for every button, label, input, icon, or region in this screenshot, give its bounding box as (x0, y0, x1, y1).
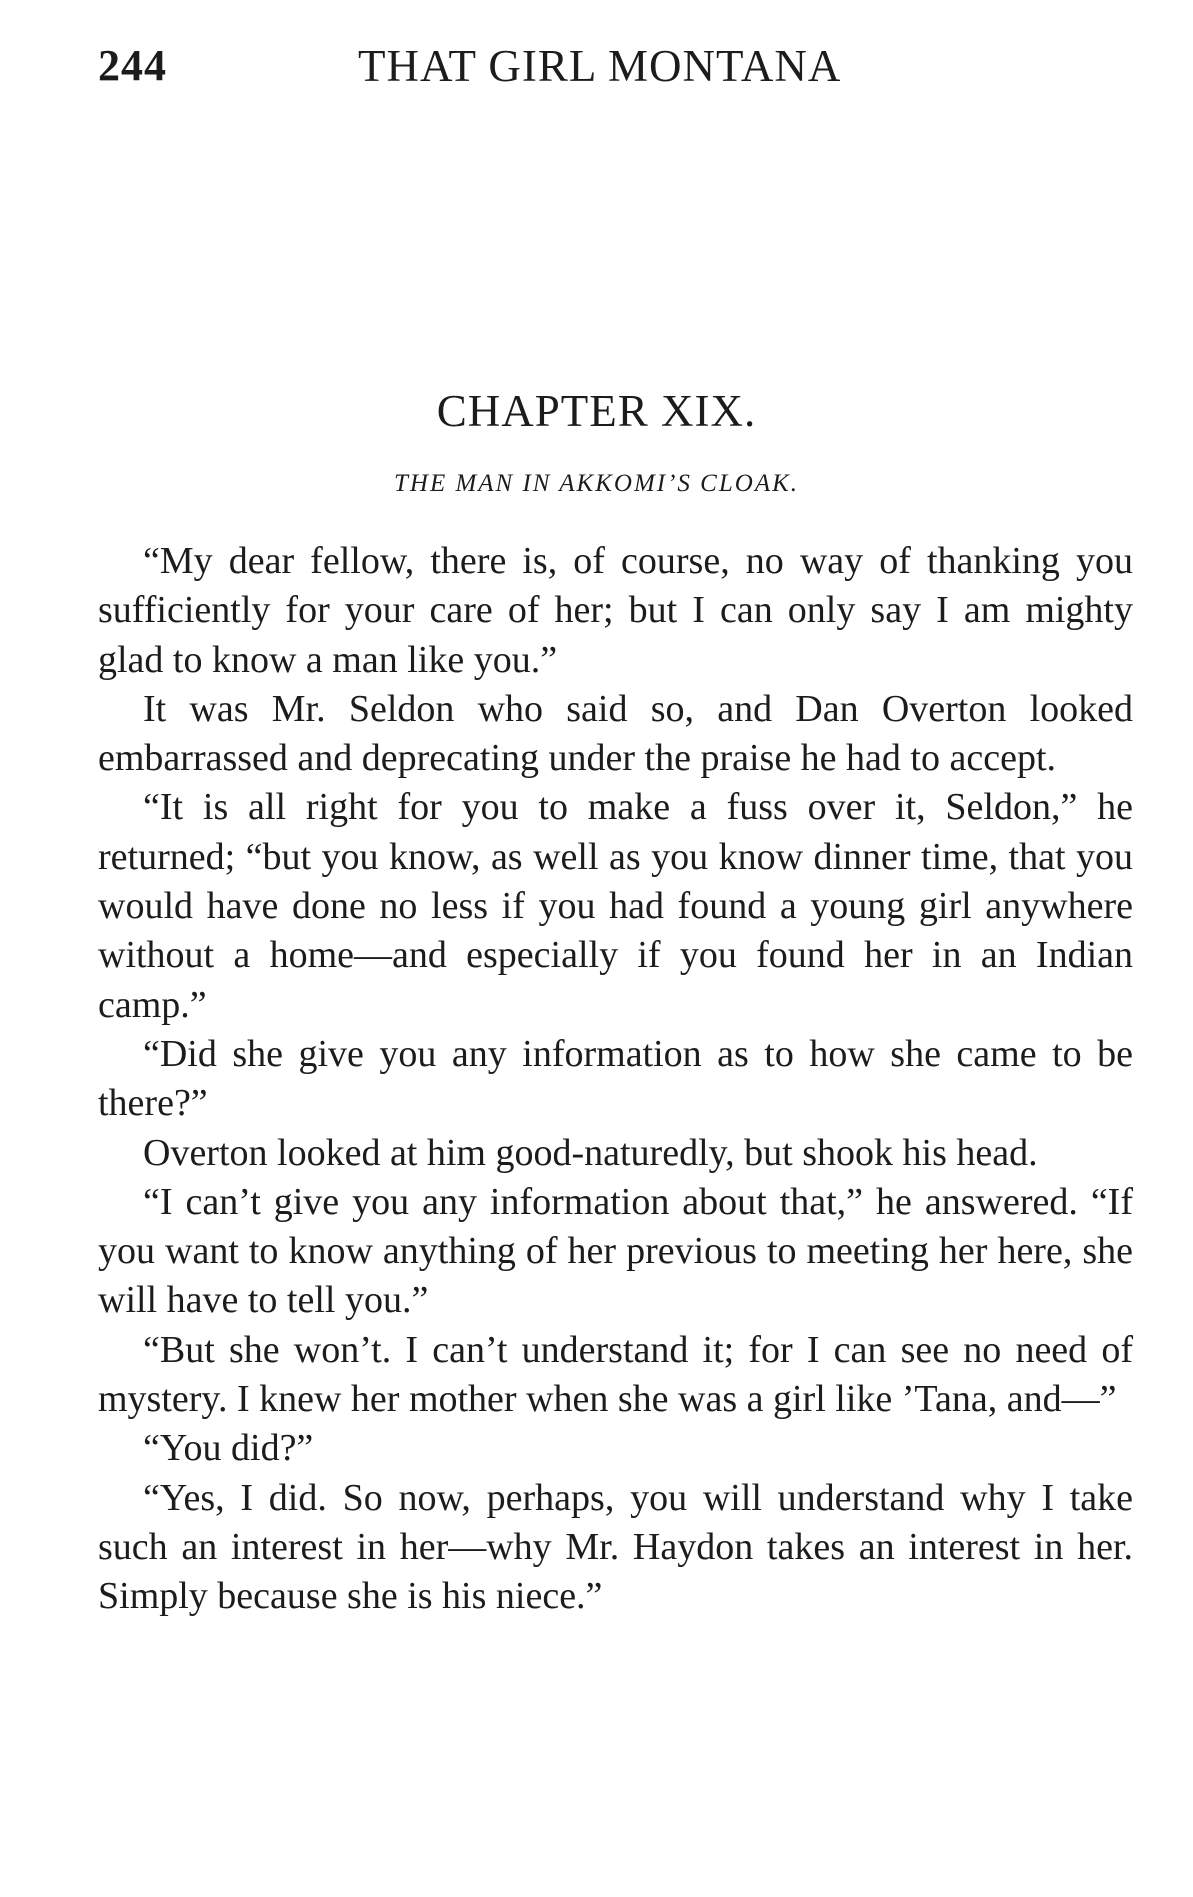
chapter-title: CHAPTER XIX. (436, 386, 757, 436)
running-head: THAT GIRL MONTANA (358, 41, 842, 91)
chapter-subtitle: THE MAN IN AKKOMI’S CLOAK. (393, 470, 800, 497)
paragraph: “Yes, I did. So now, perhaps, you will understand why I take such an interest in her—why Mr. Haydon takes an interest in her. Simply because she is his niece.” (98, 1476, 1133, 1618)
paragraph: “But she won’t. I can’t understand it; for I can see no need of mystery. I knew her mother when she was a girl like ’Tana, and—” (98, 1328, 1133, 1421)
paragraph: It was Mr. Seldon who said so, and Dan Overton looked embarrassed and deprecating under the praise he had to accept. (98, 687, 1133, 780)
paragraph: “You did?” (143, 1427, 314, 1470)
page-header (98, 40, 1098, 100)
paragraph: “My dear fellow, there is, of course, no way of thanking you sufficiently for your care of her; but I can only say I am mighty glad to know a man like you.” (98, 540, 1133, 681)
paragraph: Overton looked at him good-naturedly, but shook his head. (143, 1131, 1038, 1174)
paragraph: “It is all right for you to make a fuss over it, Seldon,” he returned; “but you know, as well as you know dinner time, that you would have done no less if you had found a young girl anywhere without a home—and especially if you found her in an Indian camp.” (98, 786, 1133, 1026)
paragraph: “Did she give you any information as to how she came to be there?” (98, 1032, 1133, 1125)
body-text (98, 537, 1133, 1622)
paragraph: “I can’t give you any information about that,” he answered. “If you want to know anything of her previous to meeting her here, she will have to tell you.” (98, 1180, 1133, 1322)
page-number: 244 (98, 41, 167, 90)
